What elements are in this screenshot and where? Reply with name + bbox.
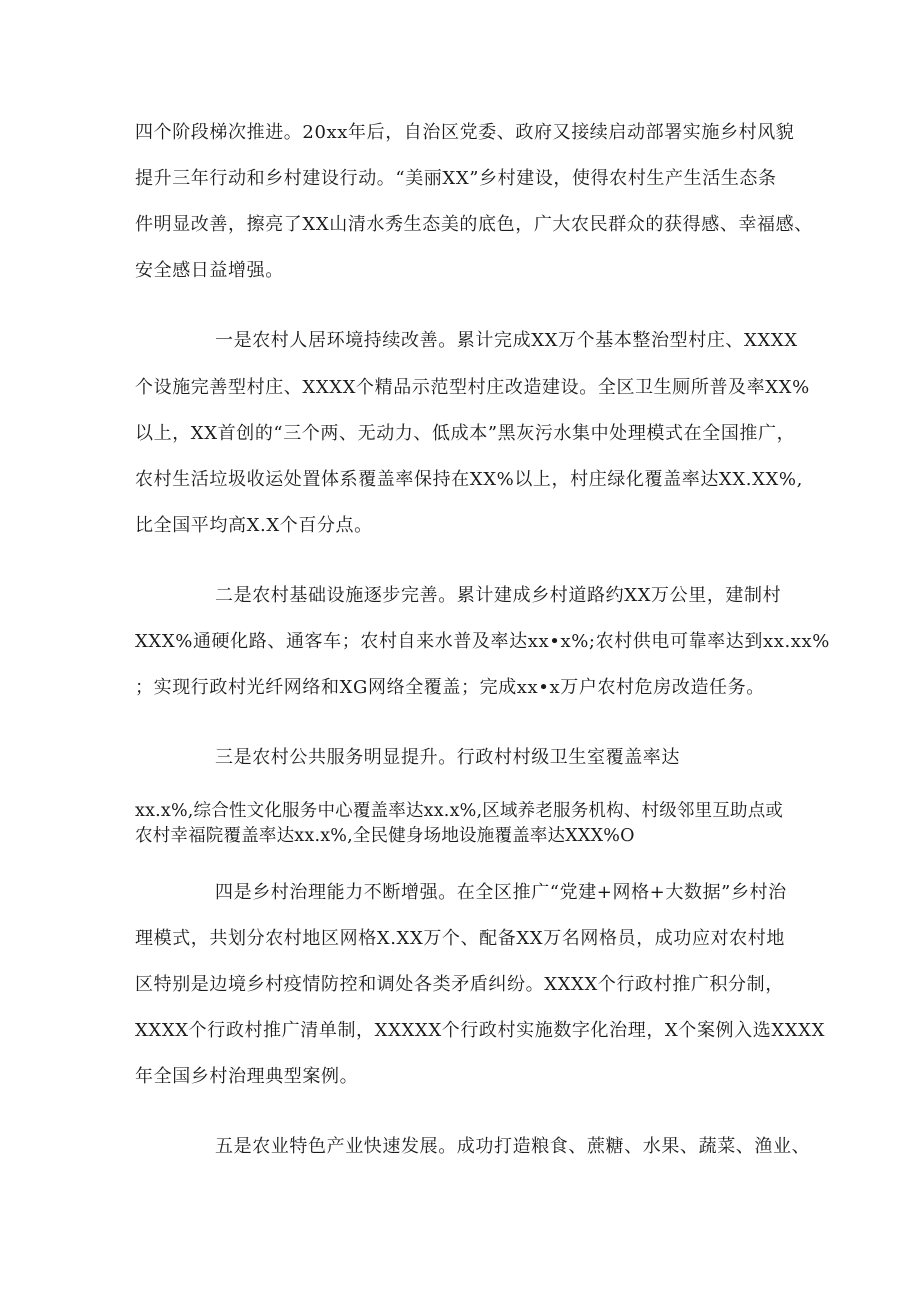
text-line: 提升三年行动和乡村建设行动。“美丽XX”乡村建设，使得农村生产生活生态条 (135, 168, 777, 189)
text-line: XXXX个行政村推广清单制，XXXXX个行政村实施数字化治理，X个案例入选XXXX (135, 1020, 825, 1041)
text-line: XXX%通硬化路、通客车；农村自来水普及率达xx•x%;农村供电可靠率达到xx.xx% (135, 631, 831, 652)
text-line: 四是乡村治理能力不断增强。在全区推广“党建+网格+大数据”乡村治 (215, 882, 787, 903)
text-line: 件明显改善，擦亮了XX山清水秀生态美的底色，广大农民群众的获得感、幸福感、 (135, 214, 813, 235)
text-line: ；实现行政村光纤网络和XG网络全覆盖；完成xx•x万户农村危房改造任务。 (135, 677, 765, 698)
text-line: 区特别是边境乡村疫情防控和调处各类矛盾纠纷。XXXX个行政村推广积分制， (135, 974, 784, 995)
text-line: 年全国乡村治理典型案例。 (135, 1066, 359, 1087)
text-line: 一是农村人居环境持续改善。累计完成XX万个基本整治型村庄、XXXX (215, 330, 798, 351)
text-line: 以上，XX首创的“三个两、无动力、低成本”黑灰污水集中处理模式在全国推广， (135, 423, 796, 444)
text-line: 农村生活垃圾收运处置体系覆盖率保持在XX%以上，村庄绿化覆盖率达XX.XX%, (135, 469, 803, 490)
text-line: 比全国平均高X.X个百分点。 (135, 515, 373, 536)
text-line: 五是农业特色产业快速发展。成功打造粮食、蔗糖、水果、蔬菜、渔业、 (215, 1136, 811, 1157)
text-line: 四个阶段梯次推进。20xx年后，自治区党委、政府又接续启动部署实施乡村风貌 (135, 122, 795, 143)
text-line: 个设施完善型村庄、XXXX个精品示范型村庄改造建设。全区卫生厕所普及率XX% (135, 377, 810, 398)
text-line: xx.x%,综合性文化服务中心覆盖率达xx.x%,区域养老服务机构、村级邻里互助点或 (135, 801, 784, 821)
text-line: 三是农村公共服务明显提升。行政村村级卫生室覆盖率达 (215, 747, 680, 768)
text-line: 农村幸福院覆盖率达xx.x%,全民健身场地设施覆盖率达XXX%O (135, 826, 635, 846)
text-line: 二是农村基础设施逐步完善。累计建成乡村道路约XX万公里，建制村 (215, 585, 782, 606)
text-line: 安全感日益增强。 (135, 260, 284, 281)
text-line: 理模式，共划分农村地区网格X.XX万个、配备XX万名网格员，成功应对农村地 (135, 928, 785, 949)
